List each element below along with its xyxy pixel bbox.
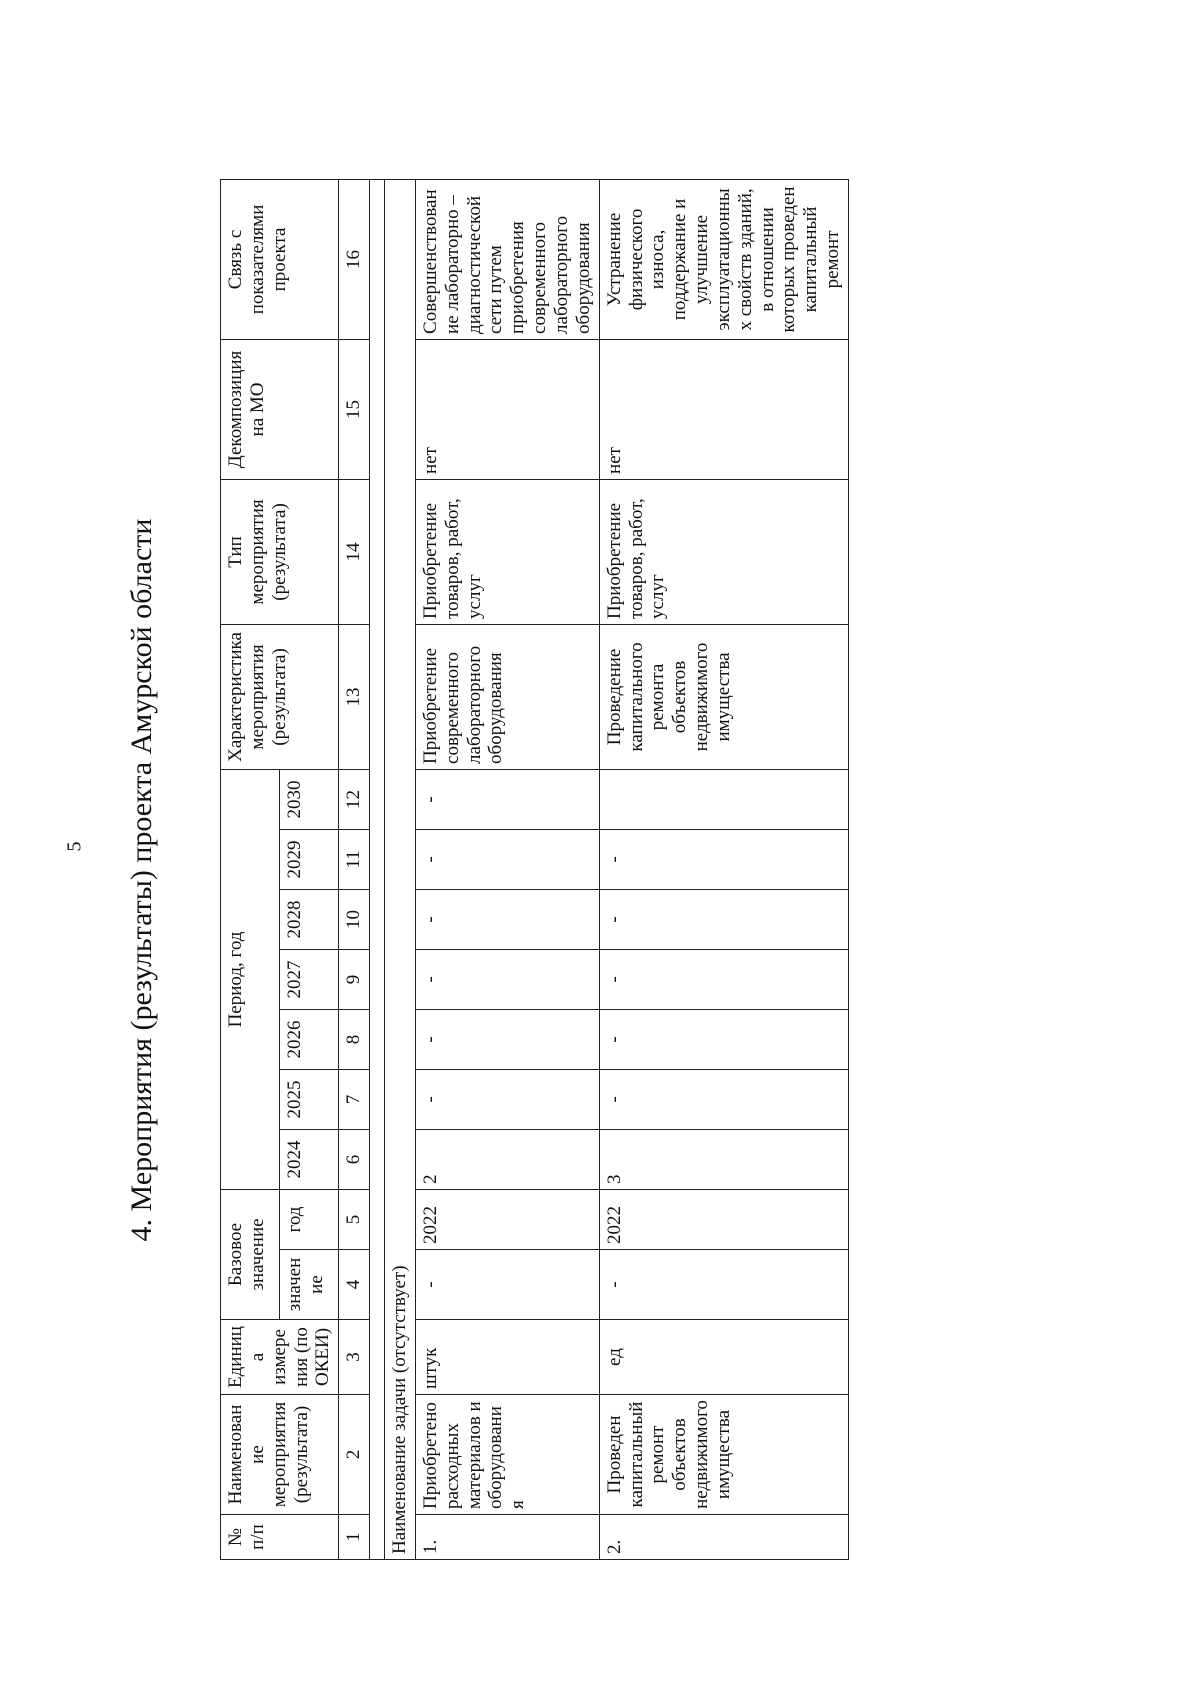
row-y2029: -	[415, 829, 599, 889]
row-unit: штук	[415, 1320, 599, 1395]
column-number: 8	[339, 1009, 370, 1069]
header-name: Наименование мероприятия (результата)	[221, 1395, 339, 1515]
document-title: 4. Мероприятия (результаты) проекта Амурской области	[125, 518, 158, 1242]
row-characteristic: Приобретение современного лабораторного оборудования	[415, 624, 599, 769]
header-unit: Единица измерения (по ОКЕИ)	[221, 1320, 339, 1395]
header-base-value: значение	[280, 1250, 339, 1320]
row-y2024: 3	[599, 1129, 848, 1189]
measures-table	[220, 179, 849, 1560]
document-sheet	[120, 140, 1080, 1620]
row-unit: ед	[599, 1320, 848, 1395]
column-number: 10	[339, 889, 370, 949]
row-y2028: -	[415, 889, 599, 949]
row-y2024: 2	[415, 1129, 599, 1189]
row-link: Устранение физического износа, поддержание и улучшение эксплуатационных свойств зданий, в отношении которых проведен капитальный ремонт	[599, 179, 848, 339]
task-name: Наименование задачи (отсутствует)	[385, 179, 416, 1559]
page-number: 5	[63, 841, 86, 852]
header-year-2024: 2024	[280, 1129, 339, 1189]
row-y2026: -	[599, 1009, 848, 1069]
header-period: Период, год	[221, 769, 280, 1189]
column-number: 4	[339, 1250, 370, 1320]
table-row	[415, 179, 599, 1559]
row-y2025: -	[415, 1069, 599, 1129]
column-number: 1	[339, 1515, 370, 1560]
row-name: Проведен капитальный ремонт объектов недвижимого имущества	[599, 1395, 848, 1515]
row-type: Приобретение товаров, работ, услуг	[415, 479, 599, 624]
row-y2027: -	[599, 949, 848, 1009]
header-num: № п/п	[221, 1515, 339, 1560]
column-number: 5	[339, 1189, 370, 1249]
row-base-value: -	[599, 1250, 848, 1320]
row-base-year: 2022	[599, 1189, 848, 1249]
column-number: 13	[339, 624, 370, 769]
header-year-2025: 2025	[280, 1069, 339, 1129]
row-y2030: -	[415, 769, 599, 829]
row-num: 1.	[415, 1515, 599, 1560]
column-number: 12	[339, 769, 370, 829]
row-name: Приобретено расходных материалов и оборудования	[415, 1395, 599, 1515]
header-year-2026: 2026	[280, 1009, 339, 1069]
row-decomposition: нет	[599, 339, 848, 479]
row-characteristic: Проведение капитального ремонта объектов недвижимого имущества	[599, 624, 848, 769]
header-row-1	[221, 179, 280, 1559]
row-decomposition: нет	[415, 339, 599, 479]
header-year-2030: 2030	[280, 769, 339, 829]
column-number: 9	[339, 949, 370, 1009]
header-characteristic: Характеристика мероприятия (результата)	[221, 624, 339, 769]
column-number-row	[339, 179, 370, 1559]
row-y2029: -	[599, 829, 848, 889]
header-year-2029: 2029	[280, 829, 339, 889]
header-decomposition: Декомпозиция на МО	[221, 339, 339, 479]
header-link: Связь с показателями проекта	[221, 179, 339, 339]
column-number: 11	[339, 829, 370, 889]
row-y2026: -	[415, 1009, 599, 1069]
column-number: 16	[339, 179, 370, 339]
column-number: 14	[339, 479, 370, 624]
header-base: Базовое значение	[221, 1189, 280, 1319]
row-link: Совершенствование лабораторно – диагностической сети путем приобретения современного лабораторного оборудования	[415, 179, 599, 339]
row-type: Приобретение товаров, работ, услуг	[599, 479, 848, 624]
column-number: 6	[339, 1129, 370, 1189]
column-number: 2	[339, 1395, 370, 1515]
separator-cell	[370, 179, 385, 1559]
row-base-value: -	[415, 1250, 599, 1320]
header-type: Тип мероприятия (результата)	[221, 479, 339, 624]
table-row	[599, 179, 848, 1559]
header-base-year: год	[280, 1189, 339, 1249]
row-y2027: -	[415, 949, 599, 1009]
header-year-2028: 2028	[280, 889, 339, 949]
task-row	[385, 179, 416, 1559]
row-base-year: 2022	[415, 1189, 599, 1249]
separator-row	[370, 179, 385, 1559]
column-number: 15	[339, 339, 370, 479]
column-number: 3	[339, 1320, 370, 1395]
row-y2025: -	[599, 1069, 848, 1129]
row-y2028: -	[599, 889, 848, 949]
row-y2030	[599, 769, 848, 829]
column-number: 7	[339, 1069, 370, 1129]
row-num: 2.	[599, 1515, 848, 1560]
header-year-2027: 2027	[280, 949, 339, 1009]
